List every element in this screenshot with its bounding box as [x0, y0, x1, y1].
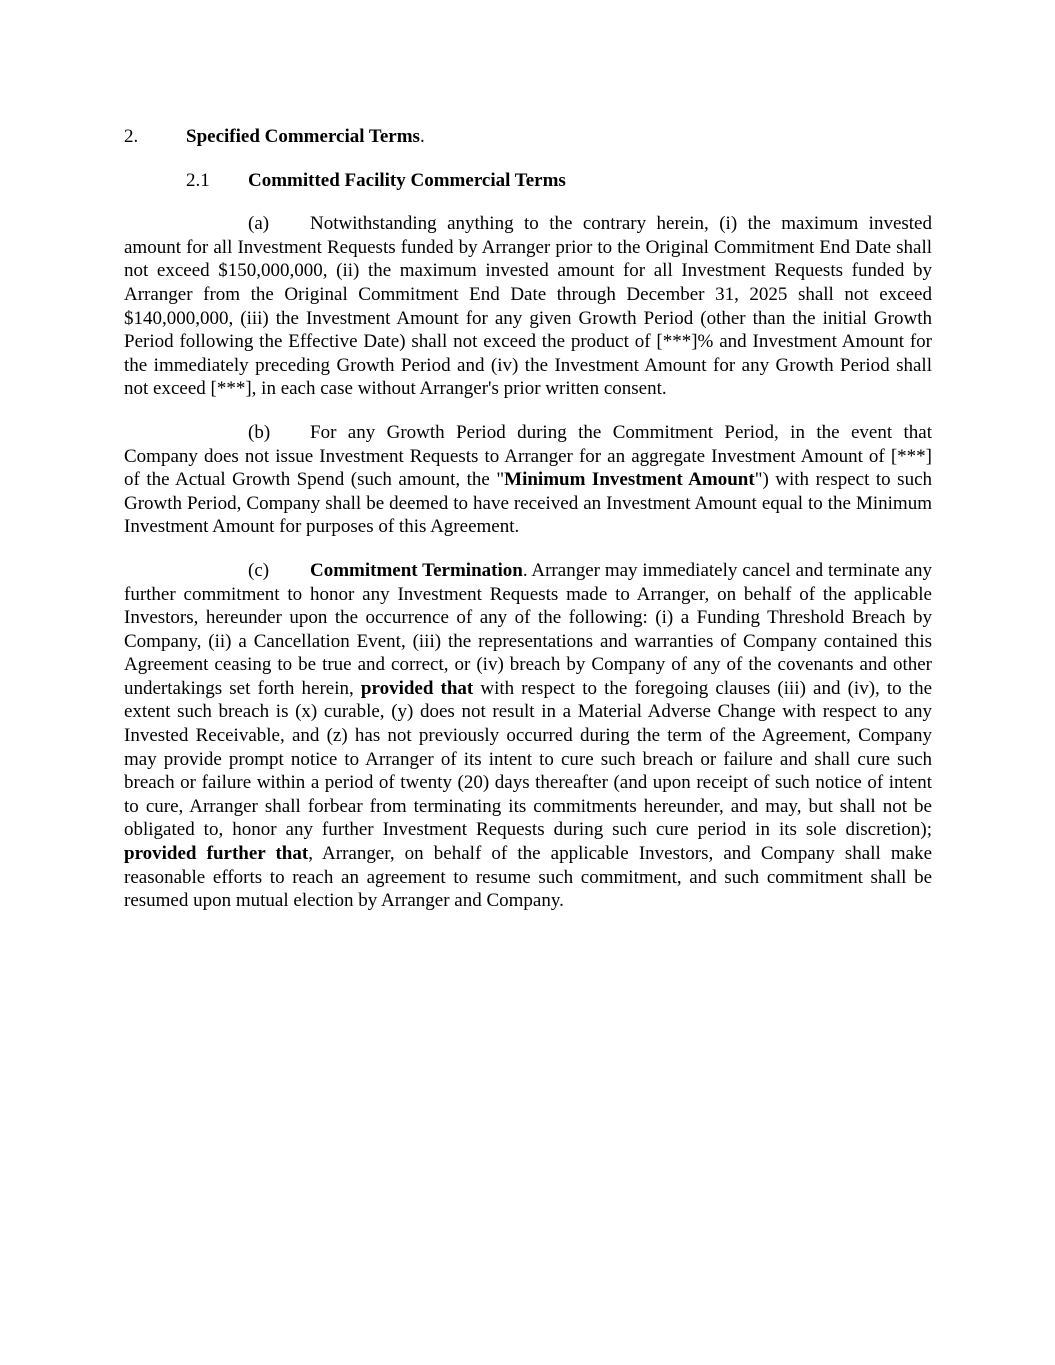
subsection-number: 2.1: [186, 169, 210, 191]
paragraph-b-text-1: For any Growth Period during the Commitment Period, in the event that Company does not issue Investment Requests to Arranger for an aggregate Investment Amount of [***] of the Actual Growth Spend (such amount, the ": [124, 421, 932, 491]
paragraph-c-text-1: . Arranger may immediately cancel and terminate any further commitment to honor any Investment Requests made to Arranger, on behalf of the applicable Investors, hereunder upon the occurrence of any of the following: (i) a Funding Threshold Breach by Company, (ii) a Cancellation Event, (iii) the representations and warranties of Company contained this Agreement ceasing to be true and correct, or (iv) breach by Company of any of the covenants and other undertakings set forth herein,: [124, 559, 932, 699]
document-page: [124, 125, 932, 913]
paragraph-b-label: (b): [248, 421, 271, 443]
paragraph-b: [124, 421, 932, 539]
paragraph-a-label: (a): [248, 213, 270, 235]
paragraph-c-text-3: , Arranger, on behalf of the applicable Investors, and Company shall make reasonable efforts to reach an agreement to resume such commitment, and such commitment shall be resumed upon mutual election by Arranger and Company.: [124, 843, 933, 912]
paragraph-b-text-2: ") with respect to such Growth Period, Company shall be deemed to have received an Investment Amount equal to the Minimum Investment Amount for purposes of this Agreement.: [124, 469, 932, 538]
paragraph-c-label: (c): [248, 559, 270, 581]
paragraph-c-text-2: with respect to the foregoing clauses (iii) and (iv), to the extent such breach is (x) curable, (y) does not result in a Material Adverse Change with respect to any Invested Receivable, and (z) has not previously occurred during the term of the Agreement, Company may provide prompt notice to Arranger of its intent to cure such breach or failure and shall cure such breach or failure within a period of twenty (20) days thereafter (and upon receipt of such notice of intent to cure, Arranger shall forbear from terminating its commitments hereunder, and may, but shall not be obligated to, honor any further Investment Requests during such cure period in its sole discretion);: [124, 677, 933, 841]
section-title: Specified Commercial Terms: [186, 126, 420, 147]
minimum-investment-amount-term: Minimum Investment Amount: [504, 469, 755, 491]
subsection-title: Committed Facility Commercial Terms: [248, 169, 566, 191]
commitment-termination-title: Commitment Termination: [310, 559, 523, 581]
paragraph-a: [124, 212, 932, 401]
section-heading: [124, 125, 932, 149]
paragraph-c: [124, 559, 932, 913]
paragraph-a-text: Notwithstanding anything to the contrary herein, (i) the maximum invested amount for all Investment Requests funded by Arranger prior to the Original Commitment End Date shall not exceed $150,000,000, (ii) the maximum invested amount for all Investment Requests funded by Arranger from the Original Commitment End Date through December 31, 2025 shall not exceed $140,000,000, (iii) the Investment Amount for any given Growth Period (other than the initial Growth Period following the Effective Date) shall not exceed the product of [***]% and Investment Amount for the immediately preceding Growth Period and (iv) the Investment Amount for any Growth Period shall not exceed [***], in each case without Arranger's prior written consent.: [124, 213, 932, 400]
section-title-suffix: .: [419, 126, 425, 147]
provided-that-term: provided that: [360, 677, 474, 699]
section-number: 2.: [124, 126, 139, 147]
subsection-heading: [124, 169, 932, 193]
provided-further-that-term: provided further that: [124, 843, 309, 865]
